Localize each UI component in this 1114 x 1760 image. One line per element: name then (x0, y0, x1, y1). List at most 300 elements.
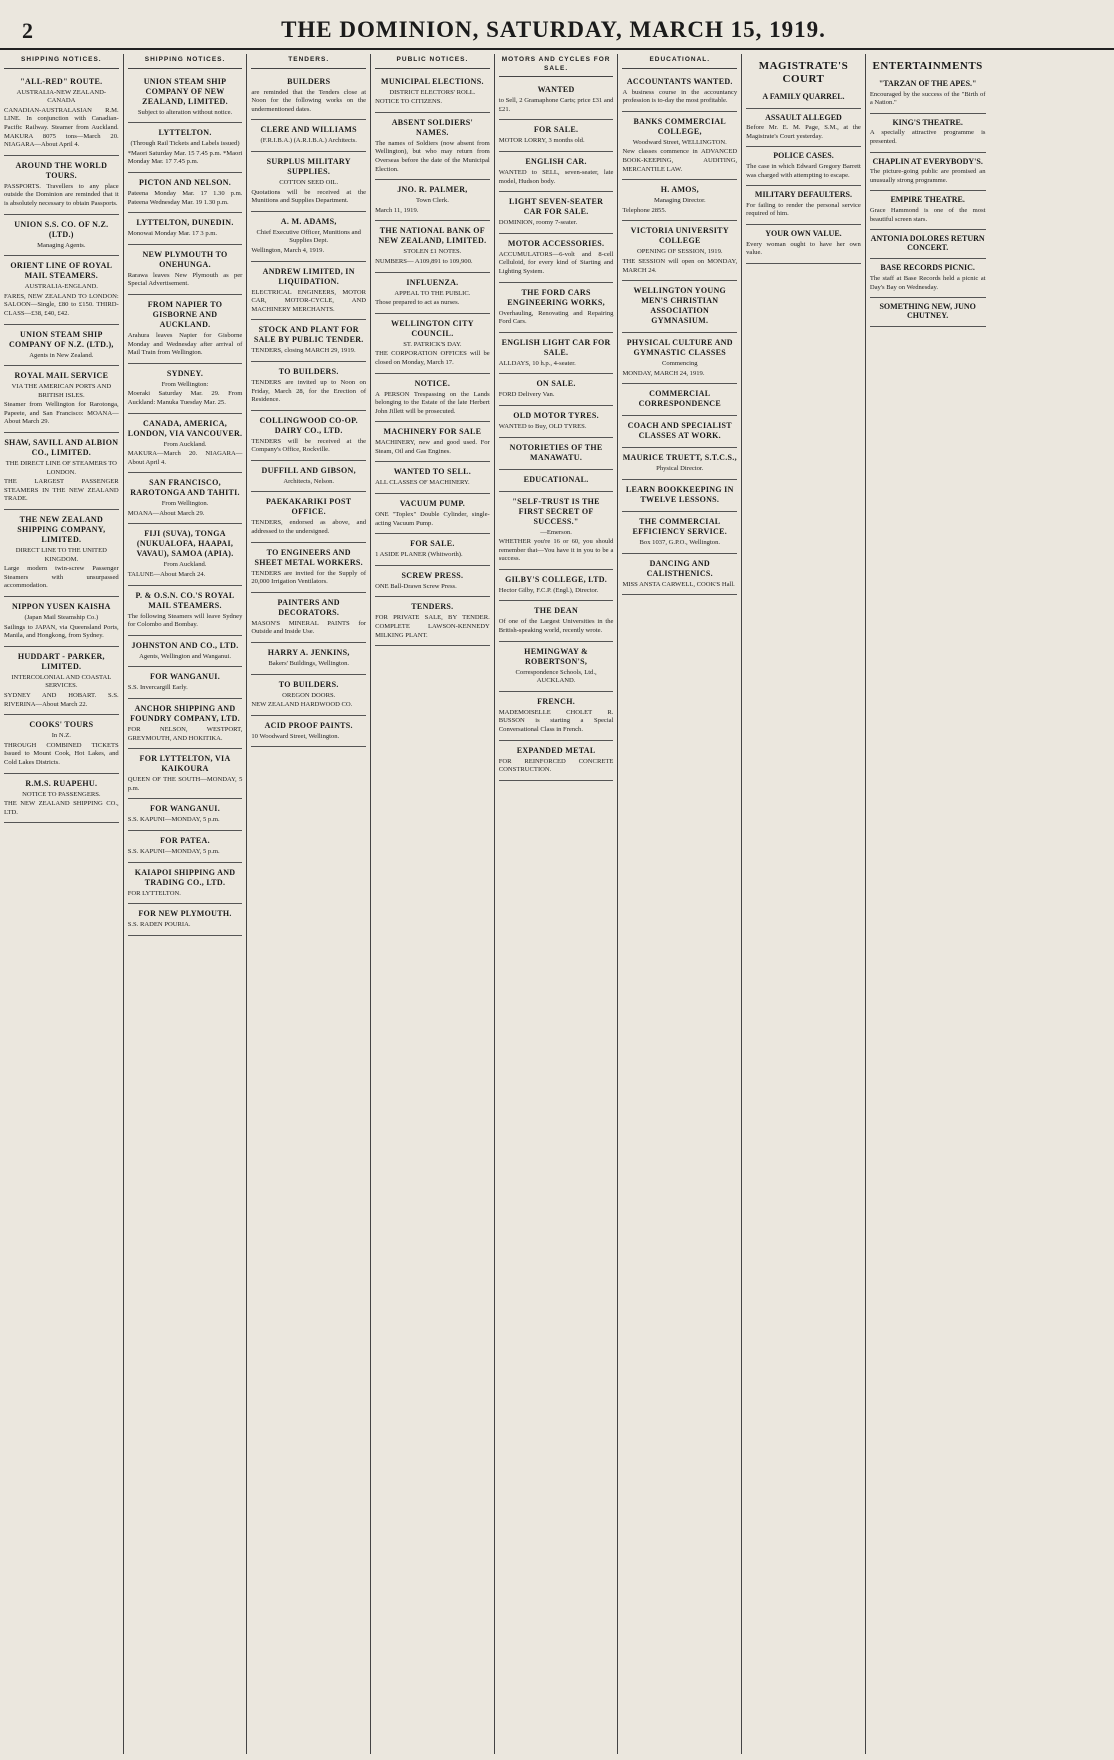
notice-title: STOCK AND PLANT FOR SALE BY PUBLIC TENDER. (253, 325, 364, 345)
notice-title: NOTORIETIES OF THE MANAWATU. (509, 442, 603, 462)
notice-body: *Maori Saturday Mar. 15 7.45 p.m. *Maori Monday Mar. 17 7.45 p.m. (127, 149, 243, 166)
column-6 (618, 54, 742, 1754)
notice-item (251, 212, 366, 262)
notice-title: FOR SALE. (410, 539, 455, 549)
notice-body: MAKURA—March 20. NIAGARA—About April 4. (127, 450, 243, 466)
notice-body: ONE "Toplex" Double Cylinder, single-acting Vacuum Pump. (375, 511, 490, 527)
notice-item (128, 295, 243, 364)
notice-item (251, 262, 366, 321)
notice-item (251, 543, 366, 593)
notice-subtitle: COTTON SEED OIL. (279, 178, 339, 186)
notice-item (622, 416, 737, 448)
notice-item (870, 191, 986, 230)
notice-title: INFLUENZA. (406, 277, 459, 287)
notice-title: WANTED (537, 85, 575, 95)
notice-body: 10 Woodward Street, Wellington. (251, 732, 340, 740)
notice-item (622, 480, 737, 512)
notice-body: Sailings to JAPAN, via Queensland Ports, Manila, and Hongkong, from Sydney. (4, 623, 119, 640)
notice-body: MADEMOISELLE CHOLET R. BUSSON is starting a Special Conversational Class in French. (498, 708, 614, 734)
notice-title: EXPANDED METAL (516, 745, 596, 755)
notice-body: PASSPORTS. Travellers to any place outside the Dominion are reminded that it is absolutely necessary to obtain Passports. (4, 182, 119, 207)
notice-title: KING'S THEATRE. (892, 117, 963, 127)
notice-body: NOTICE TO CITIZENS. (375, 98, 443, 106)
notice-item (499, 601, 614, 641)
notice-body: NEW ZEALAND HARDWOOD CO. (251, 701, 353, 709)
notice-item (4, 215, 119, 257)
notice-item (375, 113, 490, 180)
notice-title: UNION STEAM SHIP COMPANY OF NEW ZEALAND, LIMITED. (142, 76, 228, 106)
notice-body: THE SESSION will open on MONDAY, MARCH 24. (622, 257, 738, 274)
notice-title: FOR LYTTELTON, VIA KAIKOURA (139, 754, 231, 774)
notice-title: BANKS COMMERCIAL COLLEGE, (633, 116, 727, 136)
notice-body: Arahura leaves Napier for Gisborne Monday and Wednesday after arrival of Mail Train from Wellington. (127, 331, 243, 357)
notice-title: ENGLISH LIGHT CAR FOR SALE. (501, 337, 611, 357)
notice-subtitle: DISTRICT ELECTORS' ROLL. (389, 88, 476, 96)
notice-title: ANCHOR SHIPPING AND FOUNDRY COMPANY, LTD. (130, 704, 240, 724)
notice-item (870, 298, 986, 327)
notice-item (622, 512, 737, 554)
notice-item (746, 186, 861, 225)
notice-body: Quotations will be received at the Munitions and Supplies Department. (251, 188, 367, 205)
notice-body: The case in which Edward Gregory Barrett was charged with attempting to escape. (746, 162, 861, 179)
notice-subtitle: Woodward Street, WELLINGTON. (632, 138, 727, 146)
notice-title: SCREW PRESS. (401, 570, 464, 580)
notice-subtitle: DIRECT LINE TO THE UNITED KINGDOM. (15, 547, 107, 563)
notice-item (251, 675, 366, 716)
notice-subtitle: Chief Executive Officer, Munitions and Supplies Dept. (256, 228, 361, 245)
notice-title: "TARZAN OF THE APES." (878, 79, 977, 88)
notice-title: MILITARY DEFAULTERS. (754, 190, 852, 200)
notice-title: TO BUILDERS. (278, 679, 339, 689)
notice-body: New classes commence in ADVANCED BOOK-KEEPING, AUDITING, MERCANTILE LAW. (622, 148, 738, 173)
notice-subtitle: Box 1037, G.P.O., Wellington. (639, 538, 721, 546)
notice-body: Rarawa leaves New Plymouth as per Special Advertisement. (127, 271, 243, 288)
notice-title: ACID PROOF PAINTS. (264, 720, 353, 730)
notice-item (4, 156, 119, 215)
notice-subtitle: (F.R.I.B.A.) (A.R.I.B.A.) Architects. (260, 137, 357, 145)
notice-body: ALL CLASSES OF MACHINERY. (375, 479, 470, 487)
notice-body: MOANA—About March 29. (127, 509, 205, 517)
notice-body: ALLDAYS, 10 h.p., 4-seater. (498, 359, 576, 367)
notice-body: TENDERS are invited for the Supply of 20,000 Irrigation Ventilators. (251, 569, 367, 586)
notice-title: FOR WANGANUI. (150, 672, 221, 682)
notice-body: A business course in the accountancy profession is to-day the most profitable. (622, 88, 738, 105)
notice-body: Those prepared to act as nurses. (375, 299, 460, 307)
notice-item (4, 510, 119, 597)
notice-title: PAINTERS AND DECORATORS. (277, 597, 340, 617)
notice-title: SAN FRANCISCO, RAROTONGA AND TAHITI. (130, 478, 240, 498)
notice-subtitle: Bakers' Buildings, Wellington. (268, 660, 350, 668)
notice-body: For failing to render the personal service required of him. (746, 201, 861, 218)
notice-item (746, 88, 861, 109)
notice-body: FOR NELSON, WESTPORT, GREYMOUTH, AND HOKITIKA. (127, 726, 243, 742)
column-7 (742, 54, 866, 1754)
notice-title: FOR PATEA. (160, 836, 210, 845)
notice-body: NUMBERS— A109,891 to 109,900. (375, 257, 473, 265)
notice-body: Grace Hammond is one of the most beautiful screen stars. (869, 206, 986, 223)
notice-item (4, 774, 119, 824)
notice-subtitle: Town Clerk. (415, 197, 449, 205)
notice-title: NIPPON YUSEN KAISHA (11, 602, 111, 611)
notice-item (128, 173, 243, 213)
notice-item (4, 597, 119, 647)
notice-item (128, 831, 243, 863)
notice-item (622, 221, 737, 281)
notice-title: "ALL-RED" ROUTE. (20, 76, 103, 86)
notice-title: COOKS' TOURS (29, 720, 94, 730)
notice-item (4, 433, 119, 510)
column-heading: EDUCATIONAL. (622, 56, 737, 69)
notice-title: FOR NEW PLYMOUTH. (138, 909, 232, 919)
notice-body: The names of Soldiers (now absent from Wellington), but who may return from Overseas before the date of the Municipal Election. (375, 139, 490, 173)
notice-item (499, 80, 614, 120)
notice-body: The following Steamers will leave Sydney for Colombo and Bombay. (127, 612, 243, 629)
column-5 (495, 54, 619, 1754)
column-heading: SHIPPING NOTICES. (4, 56, 119, 69)
notice-title: BUILDERS (287, 76, 331, 86)
notice-body: S.S. RADEN POURIA. (127, 921, 191, 929)
notice-title: H. AMOS, (660, 185, 699, 195)
notice-title: THE NATIONAL BANK OF NEW ZEALAND, LIMITED. (378, 226, 487, 246)
column-heading: ENTERTAINMENTS (872, 60, 983, 72)
notice-item (128, 904, 243, 936)
notice-title: DUFFILL AND GIBSON, (261, 465, 356, 475)
notice-item (499, 438, 614, 470)
notice-body: TENDERS will be received at the Company's Office, Rockville. (251, 437, 367, 454)
notice-title: JOHNSTON AND CO., LTD. (131, 640, 239, 650)
notice-title: JNO. R. PALMER, (397, 185, 468, 195)
notice-item (128, 667, 243, 699)
notice-body: WHETHER you're 16 or 60, you should remember that—You have it in you to be a success. (498, 538, 614, 563)
notice-item (251, 643, 366, 675)
notice-item (251, 120, 366, 152)
notice-title: FROM NAPIER TO GISBORNE AND AUCKLAND. (147, 299, 223, 329)
notice-item (128, 72, 243, 124)
notice-title: SURPLUS MILITARY SUPPLIES. (266, 156, 351, 176)
notice-title: ASSAULT ALLEGED (765, 112, 842, 122)
notice-body: The staff at Base Records held a picnic at Day's Bay on Wednesday. (869, 274, 986, 291)
notice-subtitle: From Auckland. (163, 440, 207, 448)
notice-title: TENDERS. (411, 602, 454, 612)
notice-body: S.S. KAPUNI—MONDAY, 5 p.m. (127, 848, 220, 855)
notice-item (251, 152, 366, 212)
notice-title: UNION STEAM SHIP COMPANY OF N.Z. (LTD.), (8, 329, 114, 349)
notice-body: SYDNEY AND HOBART. S.S. RIVERINA—About March 22. (4, 691, 119, 708)
notice-title: PAEKAKARIKI POST OFFICE. (266, 497, 352, 517)
notice-title: LEARN BOOKKEEPING IN TWELVE LESSONS. (625, 484, 734, 504)
notice-subtitle: INTERCOLONIAL AND COASTAL SERVICES. (11, 673, 112, 690)
notice-title: MUNICIPAL ELECTIONS. (381, 76, 484, 86)
notice-item (251, 362, 366, 411)
notice-item (128, 586, 243, 636)
notice-item (4, 256, 119, 324)
notice-item (375, 314, 490, 374)
notice-body: FOR REINFORCED CONCRETE CONSTRUCTION. (498, 757, 614, 774)
notice-body: TENDERS, endorsed as above, and addressed to the undersigned. (251, 519, 367, 536)
notice-title: ANDREW LIMITED, IN LIQUIDATION. (262, 266, 355, 286)
notice-body: MACHINERY, new and good used. For Steam, Oil and Gas Engines. (375, 439, 490, 455)
notice-item (128, 473, 243, 524)
notice-title: NEW PLYMOUTH TO ONEHUNGA. (142, 249, 228, 269)
notice-title: VICTORIA UNIVERSITY COLLEGE (630, 226, 729, 246)
notice-title: WANTED TO SELL. (393, 467, 472, 477)
notice-body: S.S. KAPUNI—MONDAY, 5 p.m. (127, 816, 220, 824)
notice-title: SOMETHING NEW, JUNO CHUTNEY. (879, 302, 976, 320)
notice-title: HEMINGWAY & ROBERTSON'S, (524, 646, 588, 666)
notice-item (499, 570, 614, 602)
notice-body: THE LARGEST PASSENGER STEAMERS IN THE NEW ZEALAND TRADE. (4, 478, 119, 503)
notice-item (128, 245, 243, 295)
notice-title: A. M. ADAMS, (280, 216, 337, 226)
notice-item (499, 283, 614, 333)
notice-body: A PERSON Trespassing on the Lands belonging to the Estate of the late Herbert John Jillett will be prosecuted. (375, 390, 490, 415)
notice-item (870, 153, 986, 192)
notice-title: NOTICE. (414, 378, 451, 388)
notice-title: P. & O.S.N. CO.'S ROYAL MAIL STEAMERS. (135, 590, 235, 610)
notice-subtitle: Subject to alteration without notice. (137, 108, 233, 116)
notice-title: WELLINGTON CITY COUNCIL. (390, 318, 474, 338)
notice-title: EDUCATIONAL. (523, 474, 589, 484)
notice-title: KAIAPOI SHIPPING AND TRADING CO., LTD. (134, 867, 236, 887)
notice-body: ACCUMULATORS—6-volt and 8-cell Celluloid, for every kind of Starting and Lighting System. (498, 250, 614, 275)
notice-title: PHYSICAL CULTURE AND GYMNASTIC CLASSES (626, 338, 733, 358)
notice-body: to Sell, 2 Gramaphone Carts; price £31 and £21. (498, 97, 614, 113)
notice-item (4, 325, 119, 367)
notice-subtitle: THE DIRECT LINE OF STEAMERS TO LONDON. (5, 460, 117, 476)
notice-body: WANTED to SELL, seven-seater, late model, Hudson body. (498, 168, 614, 185)
columns (0, 54, 1114, 1754)
notice-item (870, 230, 986, 259)
notice-subtitle: AUSTRALIA-NEW ZEALAND-CANADA (16, 88, 107, 105)
notice-subtitle: OPENING OF SESSION, 1919. (637, 248, 723, 256)
column-heading: MAGISTRATE'S COURT (758, 60, 849, 85)
notice-title: COLLINGWOOD CO-OP. DAIRY CO., LTD. (259, 415, 358, 435)
notice-item (622, 384, 737, 416)
notice-item (499, 492, 614, 570)
notice-item (622, 72, 737, 112)
notice-item (375, 494, 490, 534)
notice-title: CLERE AND WILLIAMS (260, 125, 357, 135)
notice-body: Monowai Monday Mar. 17 3 p.m. (127, 230, 218, 238)
notice-item (128, 799, 243, 831)
notice-item (128, 524, 243, 585)
notice-title: FOR WANGANUI. (150, 804, 221, 814)
notice-subtitle: Managing Director. (653, 197, 706, 205)
notice-subtitle: —Emerson. (540, 528, 572, 536)
notice-body: FARES, NEW ZEALAND TO LONDON: SALOON—Single, £80 to £150. THIRD-CLASS—£38, £40, £42. (4, 292, 119, 317)
notice-item (251, 411, 366, 461)
notice-body: Overhauling, Renovating and Repairing Ford Cars. (498, 309, 614, 326)
notice-subtitle: APPEAL TO THE PUBLIC. (394, 289, 471, 297)
notice-item (870, 75, 986, 114)
notice-item (375, 374, 490, 423)
notice-title: ENGLISH CAR. (525, 156, 587, 166)
notice-subtitle: AUSTRALIA-ENGLAND. (24, 283, 98, 291)
notice-subtitle: Architects, Nelson. (283, 477, 335, 485)
notice-body: Telephone 2855. (622, 206, 667, 214)
notice-body: are reminded that the Tenders close at Noon for the following works on the undermentioned dates. (251, 88, 367, 113)
notice-subtitle: From Wellington: (161, 380, 209, 388)
notice-title: ANTONIA DOLORES RETURN CONCERT. (870, 234, 985, 252)
notice-subtitle: Agents, Wellington and Wanganui. (139, 652, 231, 660)
notice-item (128, 749, 243, 799)
notice-body: Every woman ought to have her own value. (746, 240, 861, 257)
notice-body: MASON'S MINERAL PAINTS for Outside and Inside Use. (251, 619, 367, 636)
notice-body: S.S. Invercargill Early. (127, 684, 188, 692)
notice-body: The picture-going public are promised an unusually strong programme. (869, 168, 986, 184)
notice-title: FRENCH. (537, 696, 576, 706)
notice-item (499, 642, 614, 692)
notice-title: POLICE CASES. (773, 151, 834, 161)
notice-title: SHAW, SAVILL AND ALBION CO., LIMITED. (4, 438, 119, 458)
notice-item (622, 112, 737, 180)
notice-item (128, 213, 243, 245)
notice-item (375, 422, 490, 462)
notice-item (622, 180, 737, 221)
notice-item (251, 716, 366, 748)
notice-body: Of one of the Largest Universities in the British-speaking world, recently wrote. (498, 618, 614, 635)
notice-subtitle: Physical Director. (656, 465, 704, 473)
notice-title: LYTTELTON. (158, 128, 212, 138)
notice-title: ORIENT LINE OF ROYAL MAIL STEAMERS. (10, 261, 113, 281)
notice-item (251, 593, 366, 643)
column-1 (0, 54, 124, 1754)
newspaper-title: THE DOMINION, SATURDAY, MARCH 15, 1919. (281, 17, 826, 42)
notice-body: Hector Gilby, F.C.P. (Engl.), Director. (498, 586, 599, 594)
notice-title: CHAPLIN AT EVERYBODY'S. (872, 156, 983, 166)
notice-body: Wellington, March 4, 1919. (251, 246, 325, 254)
notice-item (375, 72, 490, 113)
notice-subtitle: Managing Agents. (37, 241, 86, 249)
notice-item (499, 234, 614, 283)
notice-body: FORD Delivery Van. (498, 391, 555, 399)
notice-title: FIJI (SUVA), TONGA (NUKUALOFA, HAAPAI, VAVAU), SAMOA (APIA). (136, 529, 234, 559)
notice-title: THE DEAN (534, 606, 579, 616)
notice-body: FOR PRIVATE SALE, BY TENDER. COMPLETE LAWSON-KENNEDY MILKING PLANT. (375, 614, 490, 639)
notice-subtitle: OREGON DOORS. (282, 691, 336, 699)
notice-title: COACH AND SPECIALIST CLASSES AT WORK. (627, 421, 732, 441)
notice-title: MAURICE TRUETT, S.T.C.S., (622, 453, 737, 463)
column-2 (124, 54, 248, 1754)
notice-item (870, 114, 986, 153)
column-8 (866, 54, 990, 1754)
notice-body: Encouraged by the success of the "Birth of a Nation." (869, 90, 986, 107)
column-heading: SHIPPING NOTICES. (128, 56, 243, 69)
notice-item (499, 692, 614, 741)
notice-item (251, 461, 366, 493)
notice-item (375, 180, 490, 221)
notice-title: A FAMILY QUARREL. (762, 92, 845, 101)
notice-title: LYTTELTON, DUNEDIN. (136, 218, 234, 228)
notice-item (499, 192, 614, 234)
notice-title: PICTON AND NELSON. (138, 177, 232, 187)
notice-title: "SELF-TRUST IS THE FIRST SECRET OF SUCCESS." (512, 496, 600, 526)
column-heading: MOTORS AND CYCLES FOR SALE. (499, 56, 614, 77)
notice-item (499, 120, 614, 152)
notice-item (375, 221, 490, 272)
notice-subtitle: (Through Rail Tickets and Labels issued) (130, 140, 240, 148)
notice-body: MISS ANSTA CARWELL, COOK'S Hall. (622, 580, 735, 588)
notice-item (622, 554, 737, 596)
notice-item (499, 152, 614, 192)
notice-subtitle: (Japan Mail Steamship Co.) (24, 614, 99, 621)
notice-title: GILBY'S COLLEGE, LTD. (505, 574, 608, 584)
page-number: 2 (22, 18, 33, 43)
notice-item (499, 741, 614, 781)
notice-item (499, 333, 614, 375)
notice-body: WANTED to Buy, OLD TYRES. (498, 422, 587, 430)
notice-subtitle: From Auckland. (163, 561, 207, 569)
notice-body: DOMINION, roomy 7-seater. (498, 219, 578, 227)
notice-title: ROYAL MAIL SERVICE (14, 371, 109, 381)
notice-item (251, 72, 366, 121)
notice-title: LIGHT SEVEN-SEATER CAR FOR SALE. (508, 197, 604, 217)
notice-title: AROUND THE WORLD TOURS. (15, 160, 108, 180)
notice-subtitle: Correspondence Schools, Ltd., AUCKLAND. (515, 668, 597, 685)
notice-subtitle: ST. PATRICK'S DAY. (403, 340, 462, 348)
notice-title: ABSENT SOLDIERS' NAMES. (391, 117, 474, 137)
notice-title: THE FORD CARS ENGINEERING WORKS, (507, 287, 605, 307)
notice-body: Before Mr. E. M. Page, S.M., at the Magistrate's Court yesterday. (746, 124, 861, 140)
notice-title: BASE RECORDS PICNIC. (880, 263, 975, 273)
notice-body: TENDERS, closing MARCH 29, 1919. (251, 347, 356, 355)
column-4 (371, 54, 495, 1754)
notice-title: MACHINERY FOR SALE (383, 427, 482, 437)
notice-subtitle: In N.Z. (51, 732, 71, 740)
column-heading: TENDERS. (251, 56, 366, 69)
notice-title: THE COMMERCIAL EFFICIENCY SERVICE. (632, 516, 728, 536)
notice-title: TO BUILDERS. (278, 366, 339, 376)
notice-item (375, 566, 490, 598)
notice-item (375, 597, 490, 646)
notice-body: THE NEW ZEALAND SHIPPING CO., LTD. (4, 800, 119, 816)
notice-body: TENDERS are invited up to Noon on Friday, March 28, for the Erection of Residence. (251, 378, 367, 404)
notice-title: ON SALE. (536, 379, 576, 389)
notice-title: TO ENGINEERS AND SHEET METAL WORKERS. (254, 547, 363, 567)
notice-item (499, 406, 614, 438)
notice-subtitle: NOTICE TO PASSENGERS. (22, 790, 101, 798)
notice-item (4, 647, 119, 715)
notice-body: Pateena Monday Mar. 17 1.30 p.m. Pateena Wednesday Mar. 19 1.30 p.m. (127, 189, 243, 206)
notice-title: UNION S.S. CO. OF N.Z. (LTD.) (14, 219, 109, 239)
notice-body: March 11, 1919. (375, 206, 419, 214)
notice-item (375, 534, 490, 566)
notice-item (128, 699, 243, 749)
column-3 (247, 54, 371, 1754)
notice-subtitle: STOLEN £1 NOTES. (403, 248, 462, 256)
notice-item (375, 273, 490, 314)
notice-item (128, 414, 243, 474)
notice-title: OLD MOTOR TYRES. (513, 410, 599, 420)
notice-body: Steamer from Wellington for Rarotonga, Papeete, and San Francisco: MOANA—About March 29. (4, 401, 119, 426)
notice-body: TALUNE—About March 24. (127, 571, 206, 579)
notice-subtitle: Agents in New Zealand. (29, 351, 94, 359)
notice-body: QUEEN OF THE SOUTH—MONDAY, 5 p.m. (127, 776, 243, 792)
notice-title: THE NEW ZEALAND SHIPPING COMPANY, LIMITED. (17, 515, 106, 545)
notice-title: DANCING AND CALISTHENICS. (646, 558, 713, 578)
notice-subtitle: From Wellington. (161, 500, 209, 508)
column-heading: PUBLIC NOTICES. (375, 56, 490, 69)
notice-item (746, 225, 861, 264)
notice-item (4, 366, 119, 433)
notice-item (499, 374, 614, 406)
notice-body: CANADIAN-AUSTRALASIAN R.M. LINE. In conjunction with Canadian-Pacific Railway. Steamer from Auckland. MAKURA 8075 tons—March 20. NIAGARA—About April 4. (4, 106, 119, 149)
notice-item (746, 109, 861, 148)
notice-item (128, 863, 243, 905)
notice-subtitle: VIA THE AMERICAN PORTS AND BRITISH ISLES. (11, 383, 112, 399)
notice-title: HUDDART - PARKER, LIMITED. (17, 651, 105, 671)
notice-item (375, 462, 490, 494)
